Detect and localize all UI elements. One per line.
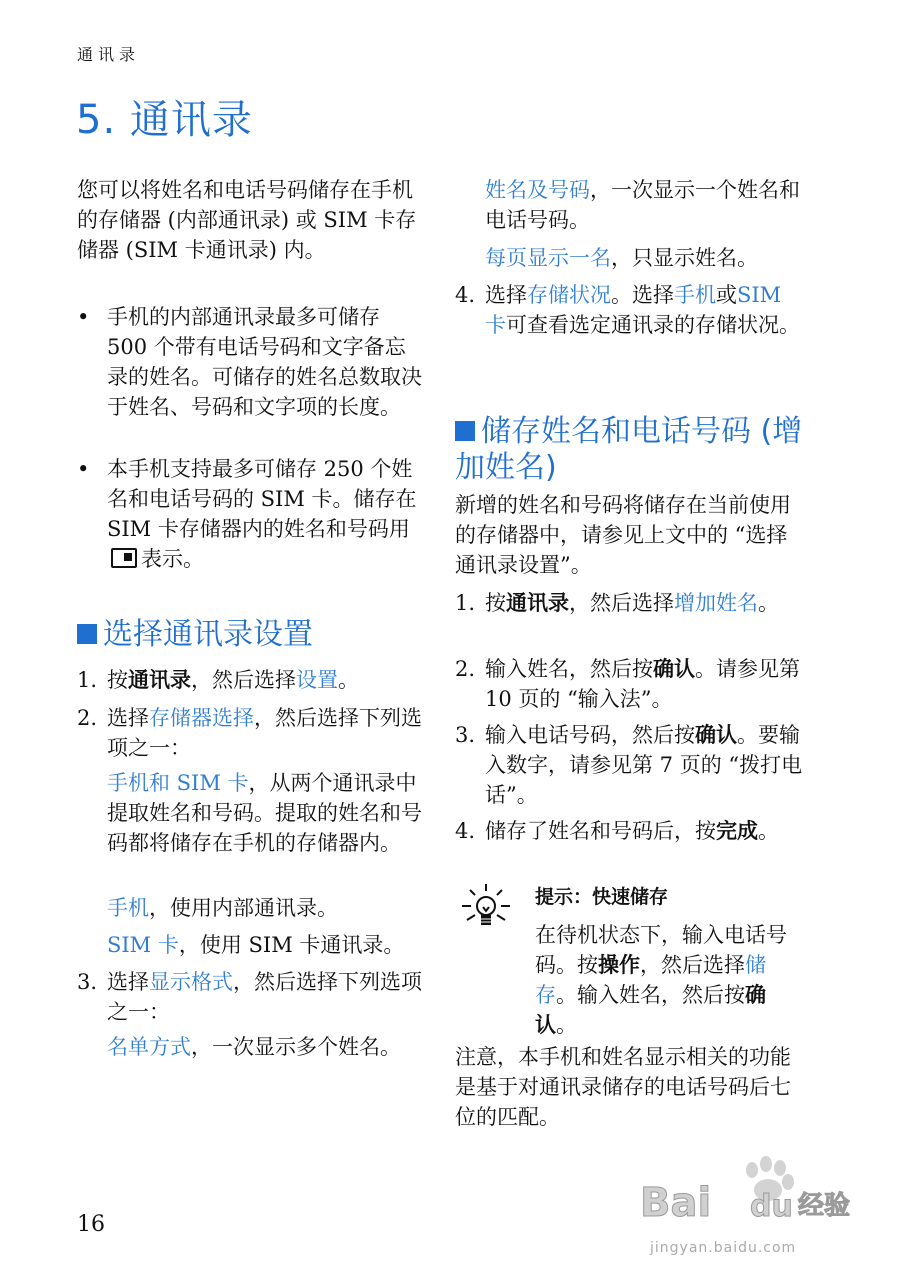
note-paragraph: 注意，本手机和姓名显示相关的功能是基于对通讯录储存的电话号码后七位的匹配。 [455, 1045, 791, 1129]
option-term[interactable]: 名单方式 [107, 1035, 191, 1059]
option-term[interactable]: 手机 [107, 896, 149, 920]
step-3: 3. 输入电话号码，然后按确认。要输入数字，请参见第 7 页的 “拨打电话”。 [455, 722, 803, 807]
step-1: 1. 按通讯录，然后选择设置。 [77, 667, 359, 692]
option-phone: 手机，使用内部通讯录。 [107, 896, 338, 920]
tip-body: 在待机状态下，输入电话号码。按操作，然后选择储存。输入姓名，然后按确认。 [535, 923, 787, 1037]
square-bullet-icon [77, 624, 97, 644]
option-term[interactable]: 姓名及号码 [485, 178, 590, 202]
option-term[interactable]: 手机和 SIM 卡 [107, 771, 249, 795]
phone-link[interactable]: 手机 [674, 283, 716, 307]
option-term[interactable]: SIM 卡 [107, 933, 179, 957]
option-sim: SIM 卡，使用 SIM 卡通讯录。 [107, 933, 405, 957]
page-number: 16 [77, 1212, 105, 1237]
step-4: 4. 选择存储状况。选择手机或SIM 卡可查看选定通讯录的存储状况。 [455, 283, 800, 337]
bullet-item [77, 454, 422, 574]
square-bullet-icon [455, 421, 475, 441]
step-1: 1. 按通讯录，然后选择增加姓名。 [455, 590, 779, 615]
running-head: 通讯录 [77, 45, 141, 64]
save-link[interactable]: 储存 [535, 953, 766, 1007]
option-name-and-number: 姓名及号码，一次显示一个姓名和电话号码。 [485, 178, 800, 232]
bullet-icon: • [77, 457, 90, 481]
watermark-logo [640, 1150, 860, 1250]
bullet-text: 本手机支持最多可储存 250 个姓名和电话号码的 SIM 卡。储存在 SIM 卡存储器内的姓名和号码用 [107, 457, 417, 541]
add-name-link[interactable]: 增加姓名 [674, 591, 758, 615]
bullet-icon: • [77, 305, 90, 329]
lightbulb-icon [457, 880, 515, 940]
option-phone-and-sim: 手机和 SIM 卡，从两个通讯录中提取姓名和号码。提取的姓名和号码都将储存在手机的存储器内。 [107, 771, 422, 855]
step-2: 2. 选择存储器选择，然后选择下列选项之一： [77, 706, 422, 760]
settings-link[interactable]: 设置 [296, 668, 338, 692]
option-one-per-page: 每页显示一名，只显示姓名。 [485, 246, 758, 270]
option-term[interactable]: 每页显示一名 [485, 246, 611, 270]
step-3: 3. 选择显示格式，然后选择下列选项之一： [77, 970, 422, 1024]
memory-select-link[interactable]: 存储器选择 [149, 706, 254, 730]
section-heading: 储存姓名和电话号码 (增加姓名) [455, 414, 803, 485]
bullet-item [77, 302, 422, 422]
display-format-link[interactable]: 显示格式 [149, 970, 233, 994]
sim-card-icon [111, 548, 137, 568]
svg-text:Bai: Bai [640, 1180, 712, 1226]
bullet-text: 手机的内部通讯录最多可储存 500 个带有电话号码和文字备忘录的姓名。可储存的姓名总数取决于姓名、号码和文字项的长度。 [107, 305, 422, 419]
section2-intro: 新增的姓名和号码将储存在当前使用的存储器中，请参见上文中的 “选择通讯录设置”。 [455, 493, 791, 577]
tip-title: 提示：快速储存 [535, 886, 669, 908]
chapter-title: 5. 通讯录 [76, 97, 253, 143]
section-heading: 选择通讯录设置 [77, 617, 422, 653]
option-list: 名单方式，一次显示多个姓名。 [107, 1035, 401, 1059]
sim-card-link[interactable]: SIM 卡 [485, 283, 782, 337]
step-4: 4. 储存了姓名和号码后，按完成。 [455, 818, 779, 843]
bullet-text-end: 表示。 [141, 547, 204, 571]
watermark-url: jingyan.baidu.com [650, 1240, 797, 1256]
intro-paragraph: 您可以将姓名和电话号码储存在手机的存储器 (内部通讯录) 或 SIM 卡存储器 (SIM 卡通讯录) 内。 [77, 178, 417, 262]
svg-text:du: du [750, 1189, 793, 1224]
step-2: 2. 输入姓名，然后按确认。请参见第 10 页的 “输入法”。 [455, 656, 800, 711]
svg-text:经验: 经验 [798, 1191, 851, 1221]
memory-status-link[interactable]: 存储状况 [527, 283, 611, 307]
